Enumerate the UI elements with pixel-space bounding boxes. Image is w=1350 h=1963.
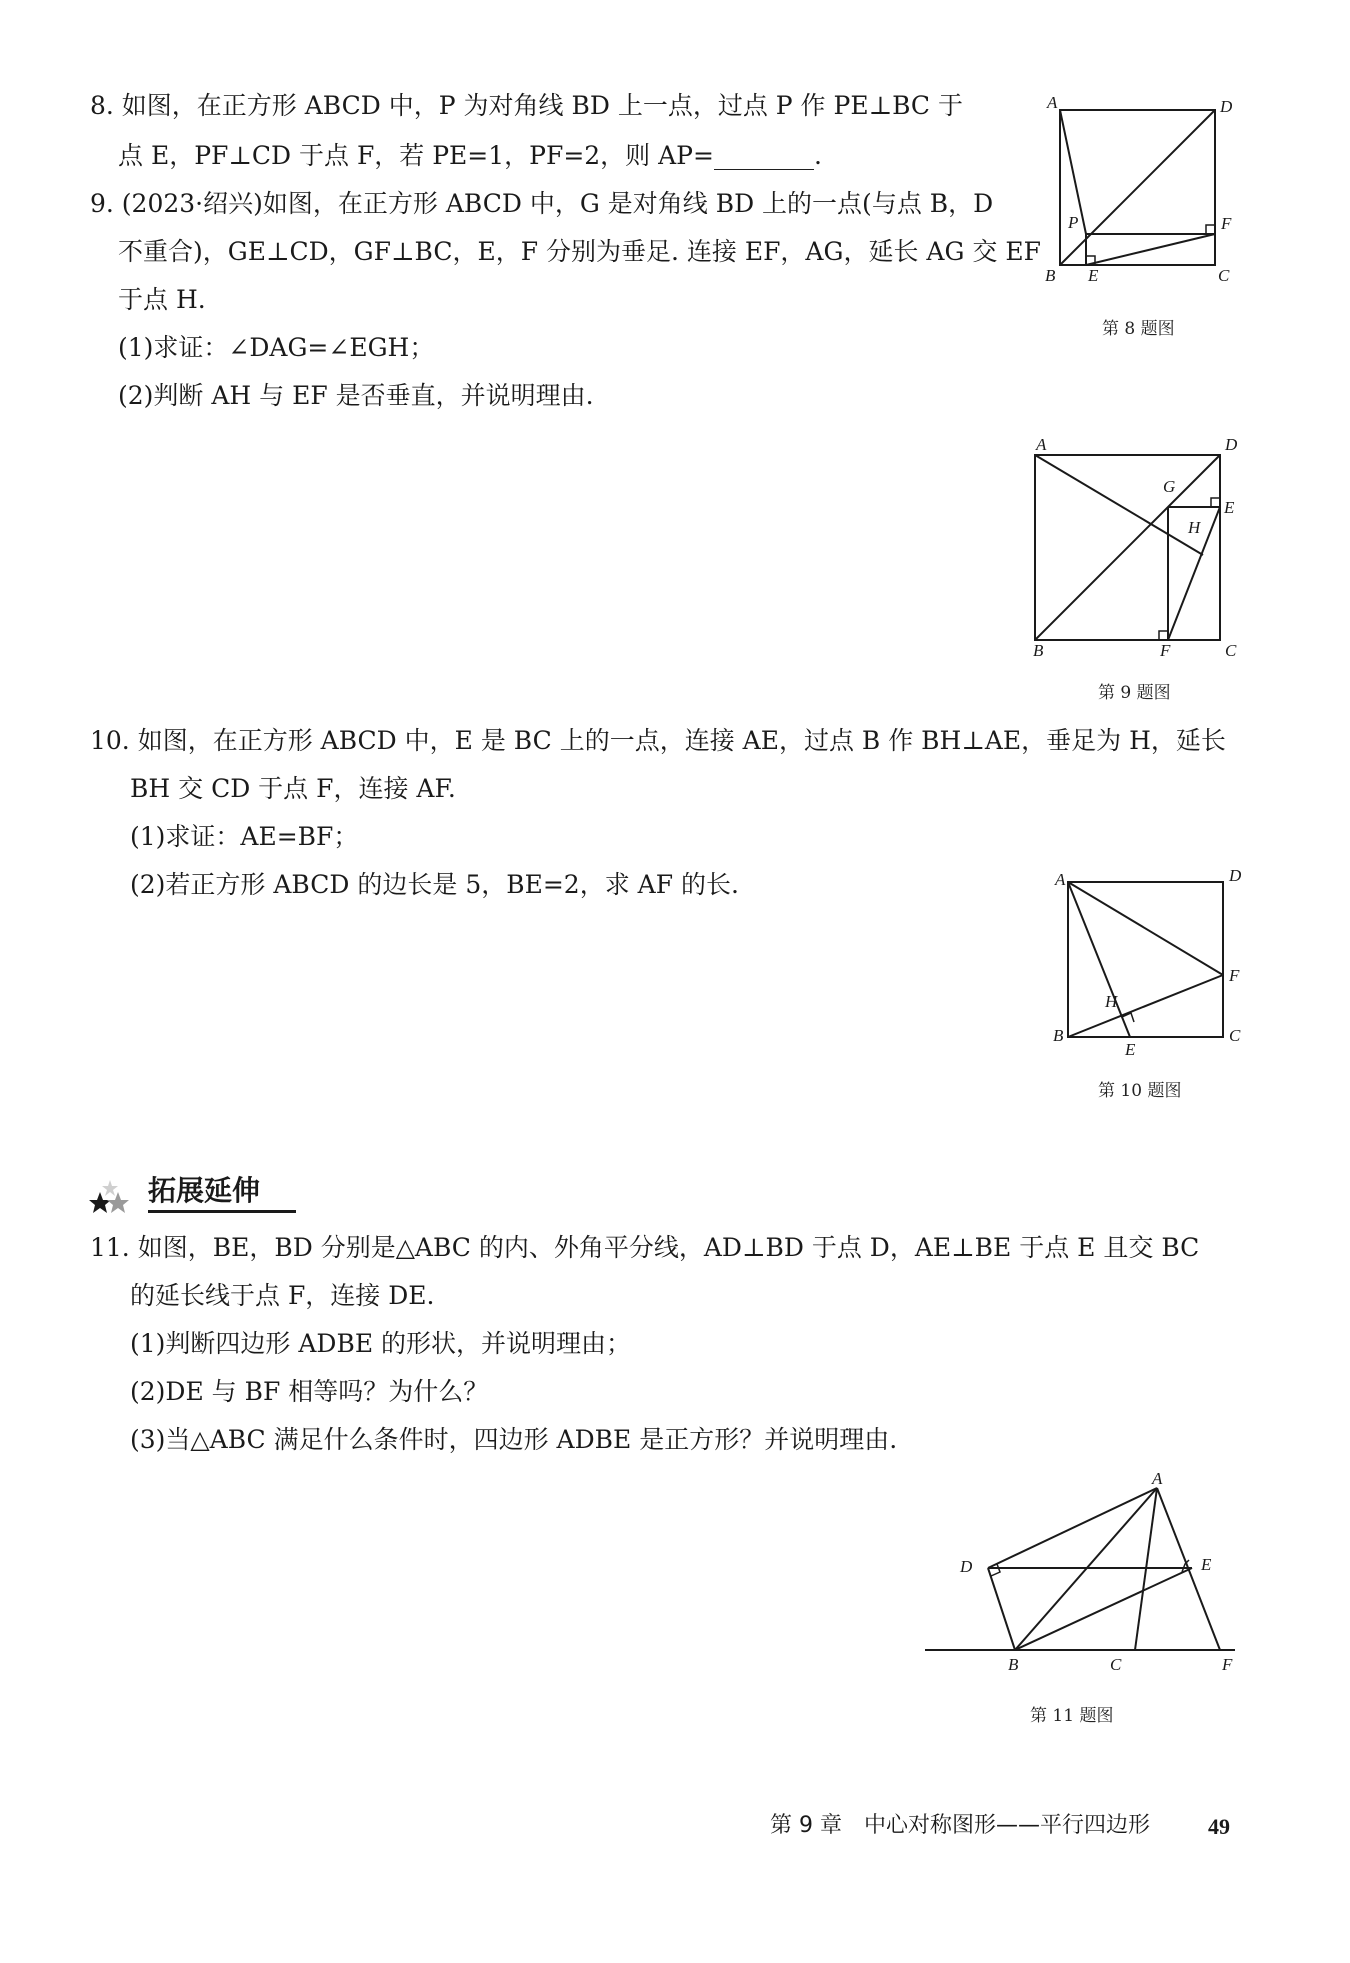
figure-10-caption: 第 10 题图: [1098, 1081, 1182, 1101]
problem-11-part-2: (2)DE 与 BF 相等吗？为什么？: [130, 1377, 489, 1406]
problem-9-line-2: 不重合)，GE⊥CD，GF⊥BC，E，F 分别为垂足. 连接 EF，AG，延长 AG 交 EF: [118, 237, 1041, 266]
figure-11: [920, 1470, 1250, 1690]
fig11-label-a: A: [1152, 1469, 1163, 1488]
fig9-label-a: A: [1036, 435, 1047, 454]
problem-11-line-2: 的延长线于点 F，连接 DE.: [130, 1281, 435, 1310]
fig8-label-e: E: [1088, 266, 1099, 285]
problem-10-part-2: (2)若正方形 ABCD 的边长是 5，BE=2，求 AF 的长.: [130, 870, 739, 899]
fig10-label-f: F: [1229, 966, 1240, 985]
problem-10-part-1: (1)求证：AE=BF；: [130, 822, 359, 851]
fig11-label-c: C: [1110, 1655, 1122, 1674]
problem-9-part-2: (2)判断 AH 与 EF 是否垂直，并说明理由.: [118, 381, 594, 410]
fig8-label-p: P: [1068, 213, 1079, 232]
fig9-label-e: E: [1224, 498, 1235, 517]
problem-11-part-3: (3)当△ABC 满足什么条件时，四边形 ADBE 是正方形？并说明理由.: [130, 1425, 898, 1454]
fig11-label-d: D: [960, 1557, 973, 1576]
fig9-label-b: B: [1033, 641, 1044, 660]
fig8-label-d: D: [1220, 97, 1233, 116]
fig9-label-g: G: [1163, 477, 1176, 496]
section-title: 拓展延伸: [148, 1174, 261, 1207]
fig8-label-a: A: [1047, 93, 1058, 112]
figure-9-caption: 第 9 题图: [1098, 683, 1171, 703]
page-number: 49: [1208, 1814, 1230, 1839]
section-header: [88, 1170, 298, 1218]
star-icon: [88, 1178, 148, 1218]
fig9-label-d: D: [1225, 435, 1238, 454]
fig10-label-h: H: [1105, 992, 1118, 1011]
fig8-label-b: B: [1045, 266, 1056, 285]
fig10-label-a: A: [1055, 870, 1066, 889]
fig9-label-f: F: [1160, 641, 1171, 660]
fig8-label-f: F: [1221, 214, 1232, 233]
problem-9-part-1: (1)求证：∠DAG=∠EGH；: [118, 333, 435, 362]
fig11-label-f: F: [1222, 1655, 1233, 1674]
fig11-label-e: E: [1201, 1555, 1212, 1574]
fig10-label-b: B: [1053, 1026, 1064, 1045]
figure-8: [1040, 95, 1240, 295]
fig11-label-b: B: [1008, 1655, 1019, 1674]
section-underline: [148, 1210, 296, 1213]
problem-9-line-1: 9. (2023·绍兴)如图，在正方形 ABCD 中，G 是对角线 BD 上的一点(与点 B，D: [90, 189, 994, 218]
problem-10-line-2: BH 交 CD 于点 F，连接 AF.: [130, 774, 456, 803]
fig9-label-c: C: [1225, 641, 1237, 660]
fig10-label-e: E: [1125, 1040, 1136, 1059]
fig8-label-c: C: [1218, 266, 1230, 285]
problem-8-line-2: 点 E，PF⊥CD 于点 F，若 PE=1，PF=2，则 AP=________.: [118, 141, 822, 170]
problem-8-line-1: 8. 如图，在正方形 ABCD 中，P 为对角线 BD 上一点，过点 P 作 PE⊥BC 于: [90, 91, 963, 120]
fig9-label-h: H: [1188, 518, 1201, 537]
problem-9-line-3: 于点 H.: [118, 285, 206, 314]
figure-8-caption: 第 8 题图: [1102, 319, 1175, 339]
problem-11-part-1: (1)判断四边形 ADBE 的形状，并说明理由；: [130, 1329, 632, 1358]
figure-10: [1045, 865, 1245, 1065]
figure-11-caption: 第 11 题图: [1030, 1706, 1114, 1726]
fig10-label-d: D: [1229, 866, 1242, 885]
chapter-footer: 第 9 章 中心对称图形——平行四边形: [770, 1813, 1150, 1838]
problem-10-line-1: 10. 如图，在正方形 ABCD 中，E 是 BC 上的一点，连接 AE，过点 B 作 BH⊥AE，垂足为 H，延长: [90, 726, 1226, 755]
fig10-label-c: C: [1229, 1026, 1241, 1045]
figure-9: [1020, 430, 1250, 660]
problem-11-line-1: 11. 如图，BE，BD 分别是△ABC 的内、外角平分线，AD⊥BD 于点 D，AE⊥BE 于点 E 且交 BC: [90, 1233, 1200, 1262]
